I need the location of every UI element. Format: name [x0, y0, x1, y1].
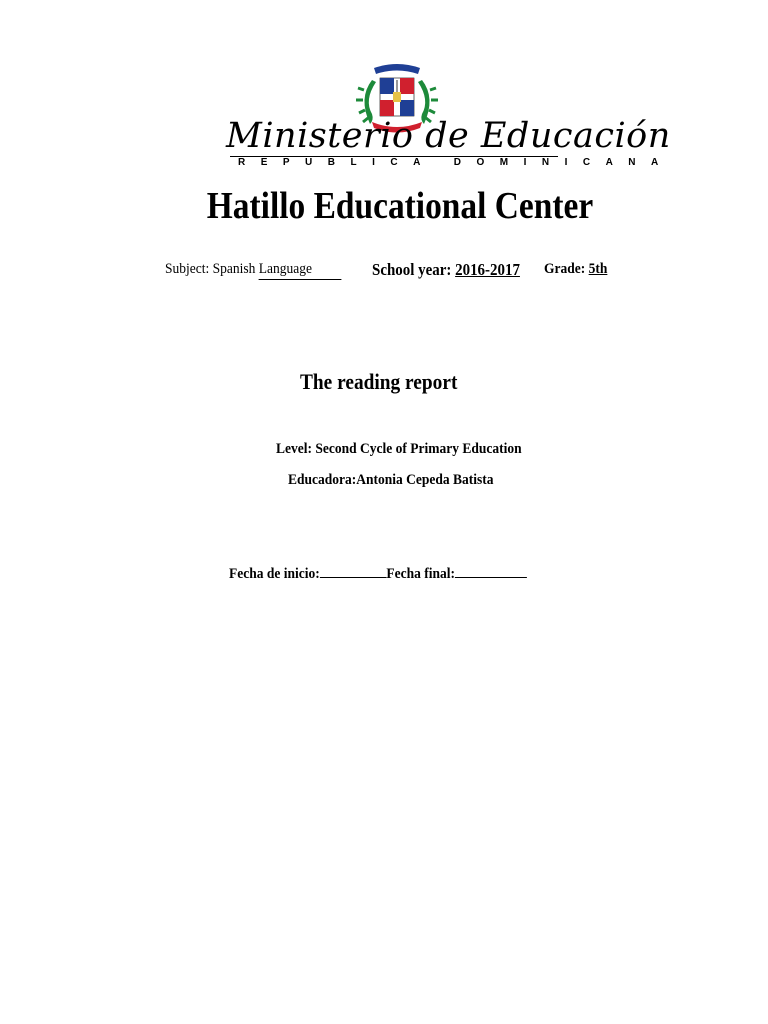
- school-year-label: School year:: [372, 260, 456, 279]
- grade-field: [544, 258, 607, 284]
- date-fields: [229, 563, 527, 584]
- teacher-line: Educadora:Antonia Cepeda Batista: [288, 472, 494, 488]
- level-line: Level: Second Cycle of Primary Education: [276, 441, 522, 457]
- ministry-country: REPUBLICA DOMINICANA: [238, 157, 674, 168]
- report-title: The reading report: [300, 369, 458, 394]
- school-year-field: [372, 259, 520, 285]
- grade-value: 5th: [588, 261, 608, 277]
- subject-field: [165, 258, 342, 284]
- ministry-name: Ministerio de Educación: [226, 116, 671, 156]
- subject-value: Language: [259, 259, 342, 280]
- end-date-label: Fecha final:: [386, 566, 455, 582]
- subject-label: Subject: Spanish: [165, 261, 259, 277]
- start-date-label: Fecha de inicio:: [229, 566, 320, 582]
- end-date-blank: [455, 563, 527, 578]
- start-date-blank: [320, 563, 387, 578]
- school-title: Hatillo Educational Center: [206, 185, 594, 227]
- school-year-value: 2016-2017: [455, 260, 520, 279]
- grade-label: Grade:: [544, 261, 589, 277]
